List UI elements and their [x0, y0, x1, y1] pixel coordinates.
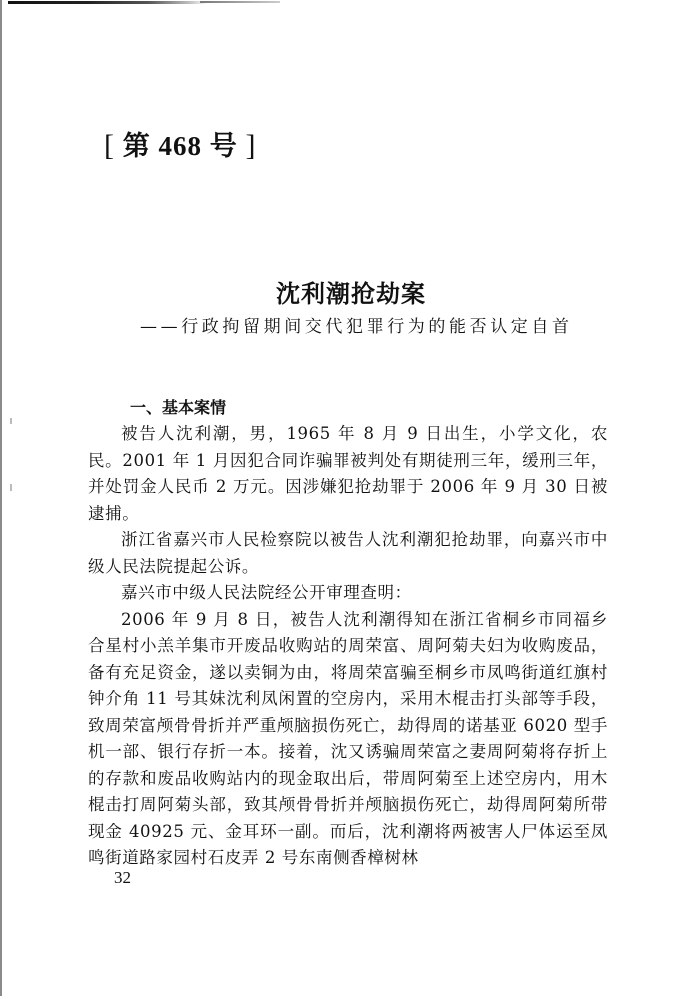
paragraph-facts: 2006 年 9 月 8 日，被告人沈利潮得知在浙江省桐乡市同福乡合星村小羔羊集市开废品收购站的周荣富、周阿菊夫妇为收购废品，备有充足资金，遂以卖铜为由，将周荣富骗至桐乡市凤鸣街道红旗村钟介角 11 号其妹沈利凤闲置的空房内，采用木棍击打头部等手段，致周荣富颅骨骨折并严重颅脑损伤死亡，劫得周的诺基亚 6020 型手机一部、银行存折一本。接着，沈又诱骗周荣富之妻周阿菊将存折上的存款和废品收购站内的现金取出后，带周阿菊至上述空房内，用木棍击打周阿菊头部，致其颅骨骨折并颅脑损伤死亡，劫得周阿菊所带现金 40925 元、金耳环一副。而后，沈利潮将两被害人尸体运至凤鸣街道路家园村石皮弄 2 号东南侧香樟树林	[88, 609, 608, 867]
case-title: 沈利潮抢劫案	[276, 280, 426, 308]
bracket-close: ]	[245, 129, 257, 162]
paragraph-prosecution: 浙江省嘉兴市人民检察院以被告人沈利潮犯抢劫罪，向嘉兴市中级人民法院提起公诉。	[88, 530, 608, 576]
body-text	[88, 395, 608, 872]
case-subtitle: ——行政拘留期间交代犯罪行为的能否认定自首	[140, 317, 573, 337]
page-number: 32	[114, 868, 131, 887]
case-number	[104, 124, 257, 163]
scan-mark	[10, 484, 12, 491]
case-number-label: 第 468 号	[122, 131, 238, 161]
scan-edge-top	[8, 1, 208, 4]
bracket-open: [	[104, 129, 115, 162]
scan-edge-left	[0, 0, 2, 996]
paragraph-defendant-info: 被告人沈利潮，男，1965 年 8 月 9 日出生，小学文化，农民。2001 年 1 月因犯合同诈骗罪被判处有期徒刑三年，缓刑三年，并处罚金人民币 2 万元。因涉嫌犯抢劫罪于 2006 年 9 月 30 日被逮捕。	[88, 424, 608, 523]
scan-edge-top-fade	[200, 1, 280, 3]
scan-mark	[10, 418, 12, 424]
paragraph-court-findings-intro: 嘉兴市中级人民法院经公开审理查明：	[121, 583, 412, 602]
section-heading: 一、基本案情	[130, 398, 227, 417]
